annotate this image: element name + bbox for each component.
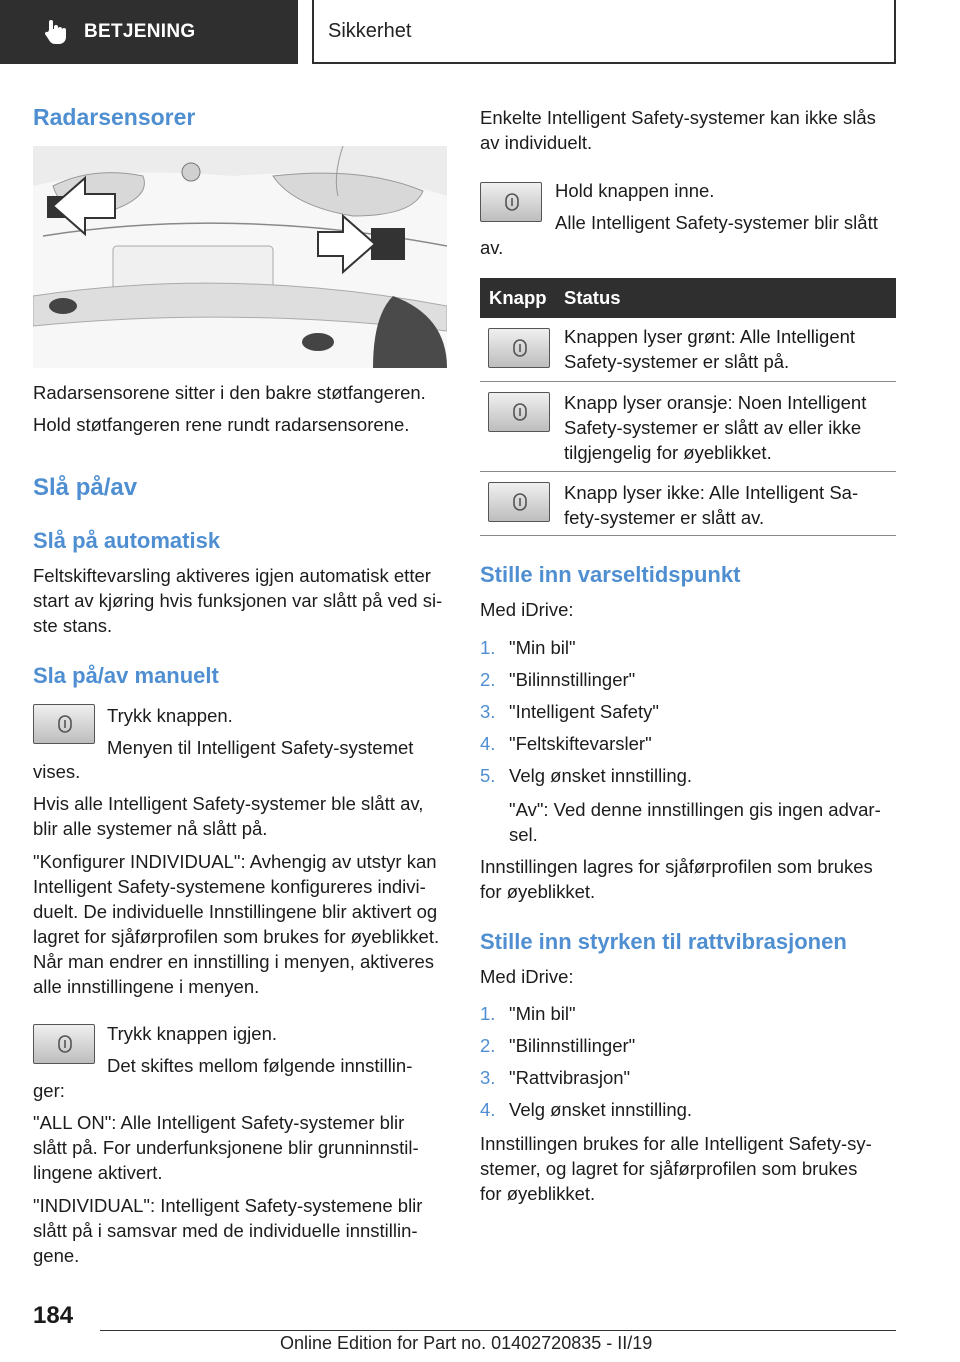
save-line-1: Innstillingen lagres for sjåførprofilen som brukes [480,856,873,877]
manual-line-11: alle innstillingene i menyen. [33,976,260,997]
safety-button-icon [33,1024,95,1064]
step-text: "Rattvibrasjon" [509,1067,631,1088]
end-line-3: for øyeblikket. [480,1183,596,1204]
edition-text: Online Edition for Part no. 01402720835 - II/19 [280,1333,653,1353]
row-status-line: Knapp lyser oransje: Noen Intelligent [564,392,867,413]
off-note-line-2: sel. [509,824,538,845]
step-number: 2. [480,1035,496,1056]
table-row [480,318,896,382]
radar-text-1: Radarsensorene sitter i den bakre støtfangeren. [33,382,426,403]
car-rear-illustration [33,146,447,368]
again-line-2: Det skiftes mellom følgende innstillin- [107,1055,413,1076]
again-line-4: "ALL ON": Alle Intelligent Safety-systemer blir [33,1112,405,1133]
heading-radar: Radarsensorer [33,104,196,130]
manual-line-10: Når man endrer en innstilling i menyen, aktiveres [33,951,435,972]
idrive-label: Med iDrive: [480,599,574,620]
step-number: 3. [480,1067,496,1088]
step-text: "Intelligent Safety" [509,701,659,722]
end-line-2: stemer, og lagret for sjåførprofilen som brukes [480,1158,858,1179]
auto-line-2: start av kjøring hvis funksjonen var slått på ved si- [33,590,443,611]
step-text: "Bilinnstillinger" [509,669,636,690]
chapter-box [312,0,896,64]
manual-line-3: vises. [33,761,81,782]
safety-button-off-icon [488,482,550,522]
row-status-line: Safety-systemer er slått av eller ikke [564,417,862,438]
hold-line-3: av. [480,237,504,258]
intro-line-1: Enkelte Intelligent Safety-systemer kan ikke slås [480,107,876,128]
step-number: 1. [480,1003,496,1024]
save-line-2: for øyeblikket. [480,881,596,902]
col-header-button: Knapp [489,287,547,308]
again-line-7: "INDIVIDUAL": Intelligent Safety-systemene blir [33,1195,423,1216]
step-text: "Min bil" [509,637,576,658]
manual-line-6: "Konfigurer INDIVIDUAL": Avhengig av utstyr kan [33,851,437,872]
row-status-line: Safety-systemer er slått på. [564,351,790,372]
manual-line-2: Menyen til Intelligent Safety-systemet [107,737,414,758]
intro-line-2: av individuelt. [480,132,593,153]
radar-text-2: Hold støtfangeren rene rundt radarsensorene. [33,414,410,435]
safety-button-orange-icon [488,392,550,432]
auto-line-3: ste stans. [33,615,113,636]
safety-button-icon [33,704,95,744]
again-line-5: slått på. For underfunksjonene blir grunninnstil- [33,1137,419,1158]
manual-line-8: duelt. De individuelle Innstillingene blir aktivert og [33,901,438,922]
again-line-9: gene. [33,1245,80,1266]
hand-pointer-icon [40,17,70,47]
manual-line-4: Hvis alle Intelligent Safety-systemer ble slått av, [33,793,424,814]
heading-auto: Slå på automatisk [33,528,221,553]
manual-line-7: Intelligent Safety-systemene konfigureres indivi- [33,876,426,897]
safety-button-icon [480,182,542,222]
table-row [480,472,896,536]
section-title: BETJENING [84,21,196,42]
chapter-title: Sikkerhet [328,19,412,42]
auto-line-1: Feltskiftevarsling aktiveres igjen automatisk etter [33,565,431,586]
status-table [480,278,896,536]
off-note-line-1: "Av": Ved denne innstillingen gis ingen advar- [509,799,881,820]
step-text: Velg ønsket innstilling. [509,1099,693,1120]
row-status-line: tilgjengelig for øyeblikket. [564,442,772,463]
again-line-8: slått på i samsvar med de individuelle innstillin- [33,1220,418,1241]
row-status-line: Knapp lyser ikke: Alle Intelligent Sa- [564,482,859,503]
again-line-3: ger: [33,1080,65,1101]
step-number: 4. [480,1099,496,1120]
manual-line-9: lagret for sjåførprofilen som brukes for øyeblikket. [33,926,440,947]
step-text: "Feltskiftevarsler" [509,733,652,754]
again-line-1: Trykk knappen igjen. [107,1023,278,1044]
section-tab [0,0,298,64]
idrive-label: Med iDrive: [480,966,574,987]
heading-warning-time: Stille inn varseltidspunkt [480,562,741,587]
safety-button-green-icon [488,328,550,368]
heading-vibration: Stille inn styrken til rattvibrasjonen [480,929,847,954]
hold-line-2: Alle Intelligent Safety-systemer blir slått [555,212,878,233]
row-status-line: fety-systemer er slått av. [564,507,765,528]
manual-line-5: blir alle systemer nå slått på. [33,818,268,839]
manual-line-1: Trykk knappen. [107,705,233,726]
table-header [480,278,896,318]
step-text: Velg ønsket innstilling. [509,765,693,786]
heading-onoff: Slå på/av [33,474,138,501]
row-status-line: Knappen lyser grønt: Alle Intelligent [564,326,856,347]
footer-divider [100,1330,896,1331]
step-number: 3. [480,701,496,722]
heading-manual: Sla på/av manuelt [33,663,219,688]
col-header-status: Status [564,287,621,308]
step-text: "Bilinnstillinger" [509,1035,636,1056]
end-line-1: Innstillingen brukes for alle Intelligent Safety-sy- [480,1133,872,1154]
table-row [480,382,896,472]
page-number: 184 [33,1302,74,1329]
step-number: 1. [480,637,496,658]
step-number: 4. [480,733,496,754]
step-text: "Min bil" [509,1003,576,1024]
hold-line-1: Hold knappen inne. [555,180,715,201]
again-line-6: lingene aktivert. [33,1162,163,1183]
step-number: 5. [480,765,496,786]
step-number: 2. [480,669,496,690]
